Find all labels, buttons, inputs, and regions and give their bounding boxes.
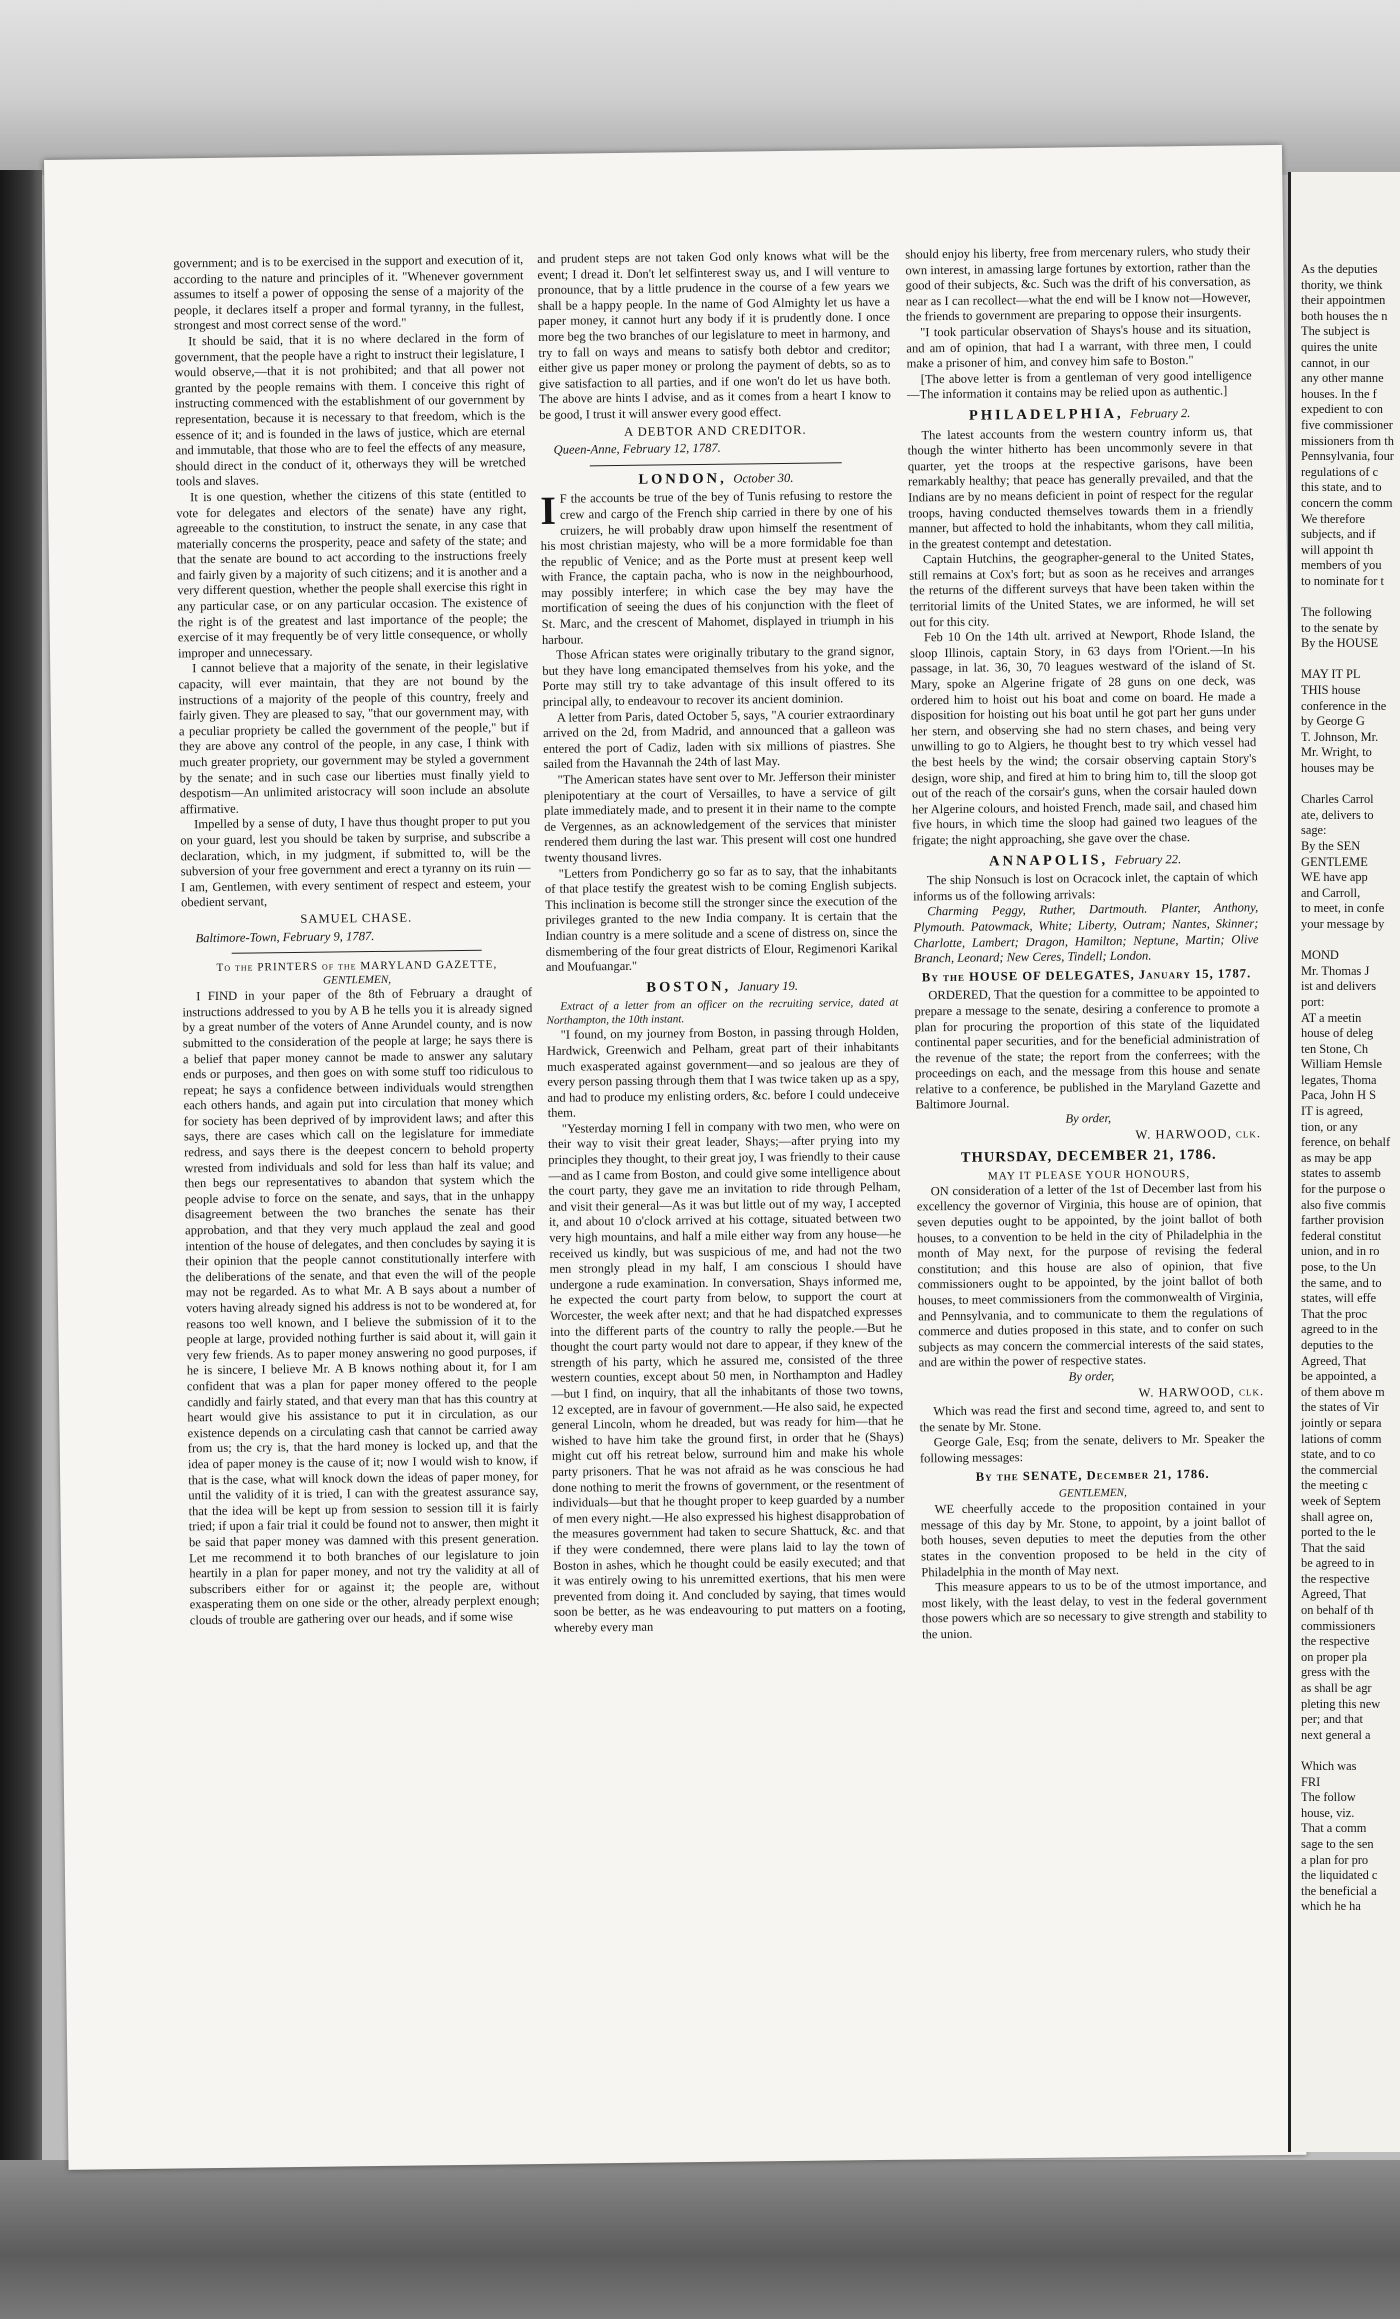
adjacent-page-text [1291,262,1394,1915]
paragraph: and prudent steps are not taken God only knows what will be the event; I dread it. Don't let selfinterest sway us, and I will venture to pronounce, that by a little prudence in the course of a few years we shall be a happy people. In the name of God Almighty let us have a paper money, it cannot hurt any body if it is prudently done. I once more beg the two branches of our legislature to meet in harmony, and try to fall on ways and means to satisfy both debtor and creditor; either give us paper money or prolong the payment of debts, so as to give satisfaction to all parties, and if one won't do let us have both. The above are hints I advise, and as it comes from a heart I know to be good, I trust it will answer every good effect. [537,247,892,422]
paragraph [540,488,894,648]
signature-place: Baltimore-Town, February 9, 1787. [195,928,375,945]
line-fragment: We therefore [1301,511,1366,526]
line-fragment: their appointmen [1301,293,1386,308]
clerk-signature: W. HARWOOD, clk. [1138,1383,1265,1400]
binding-shadow [0,170,42,2160]
line-fragment: state, and to co [1301,1447,1376,1462]
paragraph: "Letters from Pondicherry go so far as to say, that the inhabitants of that place testify the greatest wish to be coming English subjects. This inclination is become still the stronger since the execution of the privileges granted to the new India company. It is certain that the Indian country is a mere solitude and a scene of distress on, since the dismembering of the four great districts of Elour, Regimenori Karikal and Moufuangar." [544,862,898,975]
line-fragment: will appoint th [1301,542,1374,557]
line-fragment: federal constitut [1301,1228,1382,1243]
paragraph: Feb 10 On the 14th ult. arrived at Newport, Rhode Island, the sloop Illinois, captain Story, in 63 days from l'Orient.—In his passage, in lat. 36, 30, 70 leagues westward of the island of St. Mary, spoke an Algerine frigate of 28 guns on one deck, was ordered him to hoist out his boat and come on board. He made a disposition for hoisting out his boat until he got part her guns under her stern, and observing she had no stern chases, and being very unwilling to go to Algiers, he thought best to try which vessel had the best heels by the wind; the corsair observing captain Story's design, wore ship, and fired at him to bring him to, till the sloop got out of the reach of the corsair's guns, when the corsair hauled down her Algerine colours, and hoisted French, made sail, and chased him five hours, in which time the sloop had gained two leagues of the frigate; the night approaching, she gave over the chase. [910,626,1258,848]
section-heading: THURSDAY, DECEMBER 21, 1786. [960,1146,1217,1167]
line-fragment: house, viz. [1301,1805,1355,1820]
line-fragment: The following [1301,605,1372,620]
paragraph: A letter from Paris, dated October 5, says, "A courier extraordinary arrived on the 2d, from Madrid, and announced that a galleon was entered the port of Cadiz, laden with six millions of piastres. She sailed from the Havannah the 24th of last May. [542,706,896,772]
line-fragment: concern the comm [1301,495,1393,510]
line-fragment: the same, and to [1301,1275,1382,1290]
line-fragment: any other manne [1301,371,1384,386]
divider [590,462,842,466]
paragraph: George Gale, Esq; from the senate, delivers to Mr. Speaker the following messages: [919,1431,1265,1466]
adjacent-page-fragment [1288,172,1400,2152]
paragraph: "I found, on my journey from Boston, in passing through Holden, Hardwick, Greenwich and Pelham, great part of their inhabitants much exasperated against government—and so jealous are they of every person passing through them that I was twice taken up as a spy, and had to produce my enlisting orders, &c. before I could undeceive them. [546,1023,900,1121]
signature-place: Queen-Anne, February 12, 1787. [553,440,721,457]
line-fragment: pleting this new [1301,1696,1381,1711]
line-fragment: port: [1301,994,1325,1009]
line-fragment: sage: [1301,823,1327,838]
line-fragment: IT is agreed, [1301,1104,1364,1119]
line-fragment: as shall be agr [1301,1681,1372,1696]
paragraph: should enjoy his liberty, free from mercenary rulers, who study their own interest, in amassing large fortunes by extortion, rather than the good of their subjects, &c. Such was the drift of his conversation, as near as I can recollect—what the end will be I know not—However, the friends to government are preparing to oppose their insurgents. [905,243,1251,324]
line-fragment [1291,777,1394,793]
line-fragment: and Carroll, [1301,885,1361,900]
line-fragment: deputies to the [1301,1337,1374,1352]
line-fragment: ference, on behalf [1301,1135,1391,1150]
line-fragment: FRI [1301,1774,1321,1789]
line-fragment: on proper pla [1301,1649,1368,1664]
signature-name: A DEBTOR AND CREDITOR. [624,422,807,439]
line-fragment: members of you [1301,558,1382,573]
line-fragment: GENTLEME [1301,854,1368,869]
line-fragment: cannot, in our [1301,355,1370,370]
line-fragment: states, will effe [1301,1291,1377,1306]
paragraph: "The American states have sent over to Mr. Jefferson their minister plenipotentiary at the court of Versailles, to have a service of gilt plate immediately made, and to present it in their name to the compte de Vergennes, as an acknowledgement of the services that minister rendered them during the last war. This present will cost one hundred twenty thousand livres. [543,768,897,865]
line-fragment: your message by [1301,916,1385,931]
line-fragment: legates, Thoma [1301,1072,1377,1087]
line-fragment: ate, delivers to [1301,807,1374,822]
line-fragment: As the deputies [1301,262,1378,276]
by-order: By order, [1065,1111,1112,1126]
dateline-heading [546,977,898,997]
line-fragment: the commercial [1301,1462,1378,1477]
line-fragment: the beneficial a [1301,1883,1377,1898]
paragraph: Impelled by a sense of duty, I have thus thought proper to put you on your guard, lest you should be taken by surprise, and subscribe a declaration, which, in my judgment, if submitted to, will be the subversion of your free government and erect a tyranny on its ruin — I am, Gentlemen, with every sentiment of respect and esteem, your obedient servant, [180,813,531,910]
line-fragment: to nominate for t [1301,573,1384,588]
line-fragment: AT a meetin [1301,1010,1362,1025]
line-fragment: be appointed, a [1301,1369,1377,1384]
line-fragment: five commissioner [1301,417,1393,432]
line-fragment: subjects, and if [1301,527,1376,542]
paragraph: The latest accounts from the western country inform us, that though the winter hitherto has been uncommonly severe in that quarter, yet the troops at the respective garisons, have been remarkably healthy; that peace has generally prevailed, and that the Indians are by no means deficient in point of respect for the regular troops, having conducted themselves towards them in a friendly manner, but affected to hold the inhabitants, whom they call militia, in the greatest contempt and detestation. [907,423,1254,552]
line-fragment: of them above m [1301,1384,1385,1399]
line-fragment: ten Stone, Ch [1301,1041,1369,1056]
line-fragment: the liquidated c [1301,1868,1378,1883]
line-fragment: for the purpose o [1301,1182,1386,1197]
scanner-background-bottom [0,2160,1400,2319]
dateline-date: October 30. [733,470,794,486]
paragraph: "I took particular observation of Shays's house and its situation, and am of opinion, that had I a warrant, with three men, I could make a prisoner of him, and convey him safe to Boston." [906,321,1252,371]
line-fragment: sage to the sen [1301,1836,1374,1851]
line-fragment: T. Johnson, Mr. [1301,729,1379,744]
line-fragment [1291,589,1394,605]
letter-heading: To the PRINTERS of the MARYLAND GAZETTE, [216,958,498,975]
line-fragment [1291,652,1394,668]
line-fragment: regulations of c [1301,464,1379,479]
line-fragment: ist and delivers [1301,979,1377,994]
paragraph: Captain Hutchins, the geographer-general to the United States, still remains at Cox's fort; but as soon as he receives and arranges the returns of the different surveys that have been taken within the territorial limits of the United States, we are informed, he will set out for this city. [909,548,1255,630]
line-fragment: the states of Vir [1301,1400,1379,1415]
clerk-signature: W. HARWOOD, clk. [1135,1125,1262,1142]
line-fragment: union, and in ro [1301,1244,1380,1259]
line-fragment: farther provision [1301,1213,1384,1228]
line-fragment: William Hemsle [1301,1057,1383,1072]
line-fragment: week of Septem [1301,1493,1381,1508]
line-fragment: by George G [1301,714,1365,729]
line-fragment: By the SEN [1301,838,1361,853]
paragraph: WE cheerfully accede to the proposition contained in your message of this day by Mr. Stone, to appoint, by a joint ballot of both houses, seven deputies to meet the deputies from the other states in the convention proposed to be held in the city of Philadelphia in the month of May next. [920,1498,1267,1579]
by-order: By order, [1068,1368,1115,1384]
line-fragment: states to assemb [1301,1166,1381,1181]
line-fragment: the respective [1301,1571,1370,1586]
paragraph: It is one question, whether the citizens of this state (entitled to vote for delegates and electors of the senate) have any right, agreeable to the constitution, to instruct the senate, in any case that materially concerns the prosperity, peace and safety of the state; and that the senate are bound to act according to the instructions freely and fairly given by a majority of such citizens; and it is another and a very different question, whether the people shall exercise this right in any particular case, or on any particular occasion. The existence of the right is of the greatest and last importance of the people; the exercise of it may frequently be of very little consequence, or wholly improper and unnecessary. [176,486,528,661]
letter-intro: Extract of a letter from an officer on the recruiting service, dated at Northampton, the 10th instant. [546,996,899,1028]
line-fragment: gress with the [1301,1665,1370,1680]
line-fragment: houses may be [1301,761,1374,775]
line-fragment: Which was [1301,1759,1357,1773]
line-fragment: MOND [1301,948,1339,963]
line-fragment: house of deleg [1301,1026,1374,1041]
divider [232,950,482,954]
column-3 [905,243,1273,2137]
signature-name: SAMUEL CHASE. [300,910,413,926]
address-line: MAY IT PLEASE YOUR HONOURS, [987,1167,1191,1183]
line-fragment: per; and that [1301,1712,1363,1727]
paragraph: I cannot believe that a majority of the senate, in their legislative capacity, will ever maintain, that they are not bound by the instructions of a majority of the people of this country, freely and fairly given. They are pleased to say, "that our government may, with a peculiar propriety be called the government of the people," but if they are above any control of the people, in any case, I think with much greater propriety, our government may be styled a government by the senate; and in such case our liberties must finally yield to despotism—An unlimited aristocracy will soon include an absolute affirmative. [178,657,530,817]
line-fragment: Charles Carrol [1301,792,1374,807]
line-fragment: this state, and to [1301,480,1382,495]
line-fragment: The follow [1301,1790,1356,1805]
paragraph: This measure appears to us to be of the utmost importance, and most likely, with the least delay, to vest in the federal government those powers which are so necessary to give strength and stability to the union. [921,1576,1267,1642]
line-fragment: houses. In the f [1301,386,1377,401]
line-fragment: the meeting c [1301,1478,1368,1493]
line-fragment: expedient to con [1301,402,1383,417]
dateline-heading [540,469,892,489]
line-fragment: as may be app [1301,1150,1372,1165]
dateline-heading [913,851,1258,871]
line-fragment: MAY IT PL [1301,667,1361,682]
line-fragment [1291,1743,1394,1759]
line-fragment: ported to the le [1301,1525,1376,1540]
column-1 [173,252,546,2146]
paragraph: [The above letter is from a gentleman of very good intelligence—The information it contains may be relied upon as authentic.] [906,368,1252,402]
line-fragment: By the HOUSE [1301,636,1379,651]
paragraph: Those African states were originally tributary to the grand signor, but they have long emancipated themselves from his yoke, and the Porte may still try to take advantage of this insult offered to its principal ally, to endeavour to recover its ancient dominion. [542,643,895,709]
dateline-city: PHILADELPHIA, [968,405,1124,424]
line-fragment: missioners from th [1301,433,1394,448]
dateline-city: ANNAPOLIS, [988,851,1109,870]
line-fragment: jointly or separa [1301,1415,1382,1430]
line-fragment: lations of comm [1301,1431,1382,1446]
line-fragment: That the proc [1301,1306,1368,1321]
paragraph: ON consideration of a letter of the 1st of December last from his excellency the governor of Virginia, this house are of opinion, that seven deputies ought to be appointed, by the joint ballot of both houses, to a convention to be held in the city of Philadelphia in the month of May next, for the purpose of revising the federal constitution; and this house are also of opinion, that five commissioners ought to be appointed, by the joint ballot of both houses, to meet commissioners from the commonwealth of Virginia, and Pennsylvania, and to communicate to them the regulations of commerce and duties proposed in this state, and to confer on such subjects as may concern the commercial interests of the said states, and are within the power of respective states. [916,1180,1264,1370]
line-fragment: be agreed to in [1301,1556,1375,1571]
line-fragment: pose, to the Un [1301,1260,1377,1274]
paragraph-text: F the accounts be true of the bey of Tunis refusing to restore the crew and cargo of the French ship carried in there by one of his cruizers, he will probably draw upon himself the resentment of his most christian majesty, who will be a more formidable foe than the republic of Venice; and as the Porte must at present keep well with France, the captain pacha, who is now in the neighbourhood, may possibly interfere; in which case the bey may have the mortification of seeing the dues of his conjunction with the fleet of St. Marc, and the crescent of Mahomet, displayed in triumph in his harbour. [540,487,894,647]
line-fragment: quires the unite [1301,339,1378,354]
dateline-heading [907,405,1252,425]
paragraph: Which was read the first and second time, agreed to, and sent to the senate by Mr. Stone. [919,1400,1265,1435]
line-fragment: agreed to in the [1301,1322,1378,1337]
dateline-date: January 19. [737,978,799,994]
line-fragment: That a comm [1301,1821,1367,1836]
line-fragment: The subject is [1301,324,1370,339]
line-fragment: which he ha [1301,1899,1361,1914]
line-fragment: tion, or any [1301,1119,1358,1134]
line-fragment: thority, we think [1301,277,1383,292]
line-fragment: WE have app [1301,870,1368,885]
dateline-city: BOSTON, [646,978,732,996]
salutation: GENTLEMEN, [1058,1486,1127,1500]
paragraph: government; and is to be exercised in the support and execution of it, according to the nature and principles of it. "Whenever government assumes to itself a power of opposing the sense of a majority of the people, it declares itself a proper and formal tyranny, in the fullest, strongest and most correct sense of the word." [173,252,524,333]
drop-cap: I [540,488,557,534]
paragraph: The ship Nonsuch is lost on Ocracock inlet, the captain of which informs us of the following arrivals: [912,869,1258,904]
newspaper-page [44,145,1306,2170]
line-fragment: both houses the n [1301,308,1388,323]
line-fragment: to the senate by [1301,620,1379,635]
line-fragment: next general a [1301,1727,1371,1742]
column-2 [537,248,912,2142]
line-fragment [1291,933,1394,949]
line-fragment: the respective [1301,1634,1370,1649]
line-fragment: Pennsylvania, four [1301,449,1394,464]
paragraph: It should be said, that it is no where declared in the form of government, that the people have a right to instruct their legislature, I would observe,—that it is not prohibited; and that all power not granted by the people remains with them. I conceive this right of instructing commenced with the establishment of our government by representation, because it is necessary to that freedom, which is the essence of it; and is founded in the laws of justice, which are eternal and immutable, that those who are to feel the effects of any measure, should direct in the conduct of it, otherways they will be wretched tools and slaves. [174,330,526,489]
line-fragment: on behalf of th [1301,1603,1374,1618]
line-fragment: a plan for pro [1301,1852,1369,1867]
dateline-city: LONDON, [638,470,727,488]
line-fragment: shall agree on, [1301,1509,1373,1524]
paragraph: "Yesterday morning I fell in company with two men, who were on their way to visit their great leader, Shays;—after prying into my principles they thought, to their great joy, I was friendly to their cause—and as I came from Boston, and could give some intelligence about the court party, they gave me an invitation to ride through Pelham, and visit their general—As it was but little out of my way, I accepted it, and about 10 o'clock arrived at his cottage, situated between two very high mountains, and half a mile either way from any house—he received us kindly, but was suspicious of me, and had not the two men strongly plead in my half, I am conscious I should have undergone a rude examination. In conversation, Shays informed me, he expected the court party from below, to support the court at Worcester, the week after next; and that he had dispatched expresses into the different parts of the country to rally the people.—But he thought the court party would not dare to appear, if they knew of the strength of his party, which he assured me, consisted of the three western counties, except about 50 men, in Northampton and Hadley—but I find, on inquiry, that all the inhabitants of those two towns, 12 excepted, are in favour of government.—He also said, he expected general Lincoln, whom he dreaded, but was ready for him—that he wished to have him take the ground first, in order that he (Shays) might cut off his retreat below, surround him and make his whole party prisoners. That he was not afraid as he was conscious he had done nothing to merit the frowns of government, or the resentment of individuals—but that he thought proper to keep guarded by a number of men every night.—He also expressed his highest disapprobation of the measures government had taken to secure Shattuck, &c. and that if they were condemned, there were plans laid to lay the town of Boston in ashes, which he thought could be easily executed; and that it was entirely owing to his unremitted exertions, that his men were prevented from doing it. And concluded by saying, that times would soon be better, as he was endeavouring to put matters on a footing, whereby every man [547,1117,906,1635]
section-heading: By the HOUSE OF DELEGATES, January 15, 1787. [921,966,1252,985]
line-fragment: That the said [1301,1540,1365,1555]
dateline-date: February 22. [1114,851,1182,867]
line-fragment: Paca, John H S [1301,1088,1377,1103]
ship-list: Charming Peggy, Ruther, Dartmouth. Planter, Anthony, Plymouth. Patowmack, White; Liberty, Outram; Nantes, Skinner; Charlotte, Lambert; Dragon, Hamilton; Neptune, Martin; Olive Branch, Leonard; New Ceres, Tindell; London. [913,900,1259,966]
section-heading: By the SENATE, December 21, 1786. [975,1466,1210,1484]
line-fragment: Agreed, That [1301,1587,1367,1602]
dateline-date: February 2. [1130,405,1191,421]
line-fragment: also five commis [1301,1197,1386,1212]
line-fragment: THIS house [1301,683,1361,698]
line-fragment: Agreed, That [1301,1353,1367,1368]
salutation: GENTLEMEN, [322,973,392,987]
line-fragment: Mr. Wright, to [1301,745,1372,760]
line-fragment: Mr. Thomas J [1301,963,1370,978]
paragraph: I FIND in your paper of the 8th of February a draught of instructions addressed to you by A B he tells you it is already signed by a great number of the voters of Anne Arundel county, and is now submitted to the consideration of the people at large; he says there is a belief that paper money cannot be made to answer any salutary ends or purposes, and then goes on with some stuff too ridiculous to repeat; he says a confidence between individuals would strengthen each others hands, and again put into circulation that money which for society has been deprived of by improvident laws; and after this says, there are cases which call on the legislature for immediate redress, and says there is the deepest concern to behold property wrested from individuals and sold for less than half its value; and then begs our representatives to abandon that system which the people advise to force on the senate, and says, that in the unhappy disagreement between the two branches the senate has their approbation, and that they very much applaud the zeal and good intention of the house of delegates, and then concludes by saying it is their opinion that the people cannot constitutionally interfere with the deliberations of the senate, and that even the will of the people may not be regarded. As to what Mr. A B says about a number of voters having already signed his address is not to be wondered at, for reasons too well known, and I believe the submission of it to the people at large, provided nothing further is said about it, will gain it very few friends. As to paper money answering no good purposes, if he is sincere, I believe Mr. A B knows nothing about it, for I am confident that was a plan for paper money offered to the people candidly and fairly stated, and that every man that has this country at heart would give his assistance to put it in circulation, as our existence depends on a circulating cash that cannot be carried away from us; the cry is, that the hard money is locked up, and that the idea of paper money is the cause of it; now I would wish to know, if that is the case, what will knock down the ideas of paper money, for until the validity of it is tried, I can with the greatest assurance say, that the idea will be kept up from session to session till it is fairly tried; if upon a fair trial it could be found not to answer, then might it be said that paper money was damned with this present generation. Let me recommend it to both branches of our legislature to join heartily in a plan for paper money, and not try the validity at all of subscribers either for or against it; the people are, without exasperating them on one side or the other, already perplext enough; clouds of trouble are gathering over our heads, and if some wise [182,985,540,1628]
line-fragment: commissioners [1301,1618,1376,1633]
line-fragment: to meet, in confe [1301,901,1385,916]
line-fragment: conference in the [1301,698,1387,713]
paragraph: ORDERED, That the question for a committee to be appointed to prepare a message to the senate, desiring a conference to promote a plan for procuring the proportion of this state of the liquidated continental paper securities, and for the beneficial administration of the revenue of the state; the report from the conferrees; with the proceedings on each, and the message from this house and senate relative to a conference, be published in the Maryland Gazette and Baltimore Journal. [914,984,1261,1112]
